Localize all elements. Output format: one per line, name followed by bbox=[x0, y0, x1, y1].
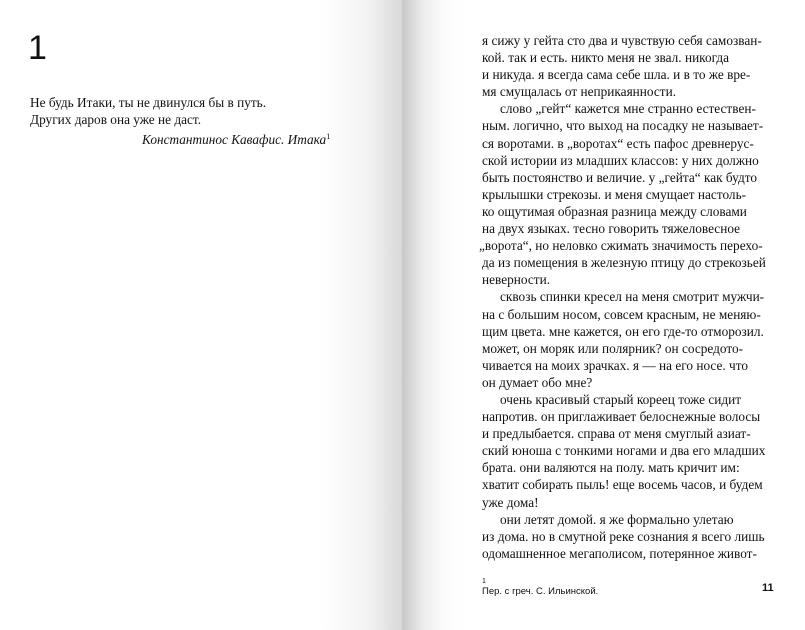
text-line: мя смущалась от неприкаянности. bbox=[482, 84, 677, 100]
footnote-reference: 1 bbox=[326, 132, 331, 141]
text-line: и никуда. я всегда сама себе шла. и в то же вре- bbox=[482, 67, 751, 83]
text-line: слово „гейт“ кажется мне странно естествен- bbox=[500, 101, 756, 117]
text-line: из дома. но в смутной реке сознания я всего лишь bbox=[482, 528, 765, 544]
left-page bbox=[0, 0, 402, 630]
text-line: кой. так и есть. никто меня не звал. никогда bbox=[482, 50, 730, 66]
text-line: брата. они валяются на полу. мать кричит им: bbox=[482, 460, 740, 476]
text-line: хватит собирать пыль! еще восемь часов, и будем bbox=[482, 477, 763, 493]
body-text bbox=[479, 32, 772, 562]
text-line: напротив. он приглаживает белоснежные волосы bbox=[482, 409, 761, 425]
text-line: очень красивый старый кореец тоже сидит bbox=[500, 391, 742, 407]
text-line: ской истории из младших классов: у них должно bbox=[482, 152, 759, 168]
text-line: уже дома! bbox=[482, 494, 539, 510]
epigraph bbox=[30, 95, 330, 149]
text-line: „ворота“, но неловко сжимать значимость перехо- bbox=[479, 238, 763, 254]
epigraph-attribution-text: Константинос Кавафис. Итака bbox=[142, 132, 327, 147]
text-line: быть постоянство и величие. у „гейта“ как будто bbox=[482, 169, 758, 185]
text-line: одомашненное мегаполисом, потерянное живот- bbox=[482, 545, 757, 561]
text-line: сквозь спинки кресел на меня смотрит мужчи- bbox=[500, 289, 765, 305]
text-line: крылышки стрекозы. и меня смущает настоль- bbox=[482, 186, 747, 202]
text-line: неверности. bbox=[482, 272, 551, 288]
text-line: может, он моряк или полярник? он сосредото- bbox=[482, 340, 744, 356]
text-line: ным. логично, что выход на посадку не называет- bbox=[482, 118, 764, 134]
text-line: чивается на моих зрачках. я — на его носе. что bbox=[482, 357, 749, 373]
page-number: 11 bbox=[762, 582, 774, 594]
text-line: на с большим носом, совсем красным, не меняю- bbox=[482, 306, 761, 322]
footnote-mark: 1 bbox=[482, 578, 486, 585]
text-line: они летят домой. я же формально улетаю bbox=[500, 511, 734, 527]
chapter-number: 1 bbox=[28, 29, 47, 67]
epigraph-line: Других даров она уже не даст. bbox=[30, 111, 202, 127]
text-line: на двух языках. тесно говорить тяжеловесное bbox=[482, 221, 741, 237]
footnote-text: Пер. с греч. С. Ильинской. bbox=[482, 586, 599, 597]
text-line: и предлыбается. справа от меня смуглый азиат- bbox=[482, 426, 751, 442]
text-line: ко ощутимая образная разница между словами bbox=[482, 203, 747, 219]
text-line: да из помещения в железную птицу до стрекозьей bbox=[482, 255, 766, 271]
text-line: он думает обо мне? bbox=[482, 374, 593, 390]
epigraph-attribution bbox=[30, 129, 330, 149]
text-line: я сижу у гейта сто два и чувствую себя самозван- bbox=[482, 33, 762, 48]
text-line: щим цвета. мне кажется, он его где-то отморозил. bbox=[482, 323, 764, 339]
footnote bbox=[482, 578, 682, 597]
text-line: ся воротами. в „воротах“ есть пафос древнерус- bbox=[482, 135, 754, 151]
epigraph-line: Не будь Итаки, ты не двинулся бы в путь. bbox=[30, 95, 267, 110]
text-line: ский юноша с тонкими ногами и два его младших bbox=[482, 443, 766, 459]
